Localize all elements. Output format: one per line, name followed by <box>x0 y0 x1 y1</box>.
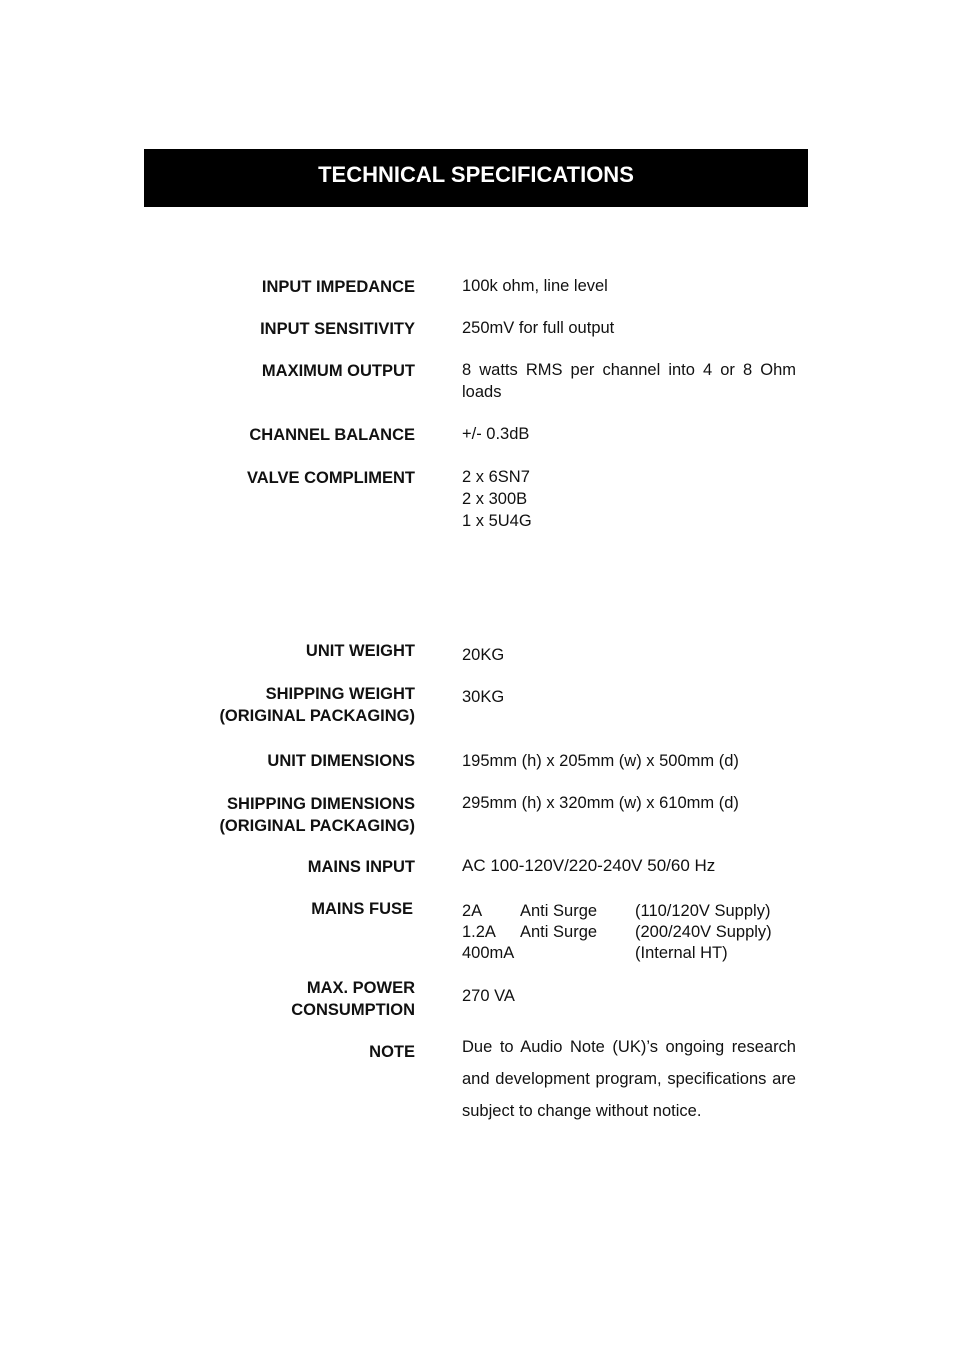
fuse-row: 400mA (Internal HT) <box>462 944 728 962</box>
valve-item: 1 x 5U4G <box>462 512 532 530</box>
note-value: Due to Audio Note (UK)’s ongoing research and development program, specifications are subject to change without notice. <box>462 1038 796 1120</box>
max-power-value: 270 VA <box>462 987 515 1005</box>
fuse-row: 1.2A Anti Surge (200/240V Supply) <box>462 923 772 941</box>
shipping-dimensions-label: SHIPPING DIMENSIONS (ORIGINAL PACKAGING) <box>219 795 415 835</box>
unit-weight-label: UNIT WEIGHT <box>305 642 415 660</box>
page-title: TECHNICAL SPECIFICATIONS <box>144 149 808 207</box>
fuse-row: 2A Anti Surge (110/120V Supply) <box>462 902 771 920</box>
input-sensitivity-value: 250mV for full output <box>462 319 615 337</box>
valve-compliment-label: VALVE COMPLIMENT <box>246 469 415 487</box>
shipping-weight-label: SHIPPING WEIGHT (ORIGINAL PACKAGING) <box>219 685 415 725</box>
shipping-dimensions-value: 295mm (h) x 320mm (w) x 610mm (d) <box>462 794 739 812</box>
mains-fuse-table <box>462 900 802 963</box>
max-power-label: MAX. POWER CONSUMPTION <box>291 979 415 1019</box>
unit-dimensions-label: UNIT DIMENSIONS <box>267 752 415 770</box>
channel-balance-value: +/- 0.3dB <box>462 425 530 443</box>
note-label: NOTE <box>369 1043 415 1061</box>
input-sensitivity-label: INPUT SENSITIVITY <box>260 320 415 338</box>
valve-item: 2 x 6SN7 <box>462 468 530 486</box>
unit-dimensions-value: 195mm (h) x 205mm (w) x 500mm (d) <box>462 752 739 770</box>
input-impedance-label: INPUT IMPEDANCE <box>261 278 415 296</box>
mains-input-value: AC 100-120V/220-240V 50/60 Hz <box>462 856 716 875</box>
maximum-output-label: MAXIMUM OUTPUT <box>261 362 415 380</box>
shipping-weight-value: 30KG <box>462 688 505 706</box>
unit-weight-value: 20KG <box>462 646 505 664</box>
mains-fuse-label: MAINS FUSE <box>311 900 413 918</box>
valve-item: 2 x 300B <box>462 490 528 508</box>
maximum-output-value: 8 watts RMS per channel into 4 or 8 Ohm loads <box>462 361 796 401</box>
input-impedance-value: 100k ohm, line level <box>462 277 608 295</box>
channel-balance-label: CHANNEL BALANCE <box>249 426 415 444</box>
valve-compliment-list <box>462 466 532 532</box>
mains-input-label: MAINS INPUT <box>307 858 415 876</box>
